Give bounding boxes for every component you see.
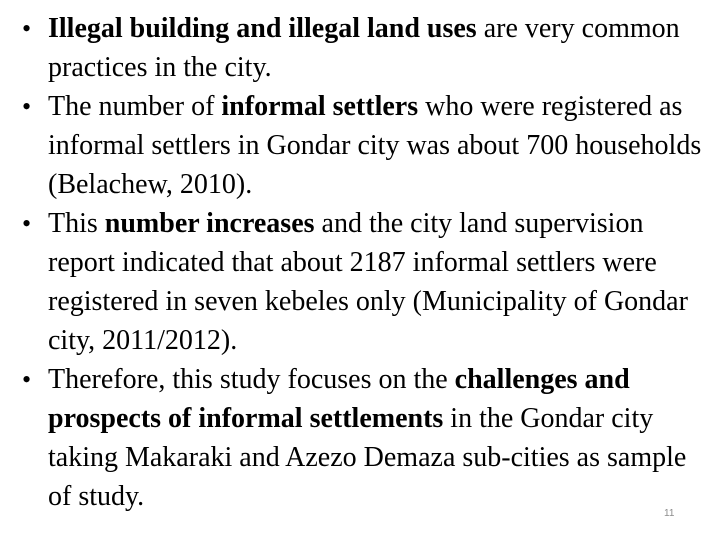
bullet-item-3 <box>22 204 712 360</box>
bullet-3-text-end: and the city land supervision report indicated that about 2187 informal settlers were registered in seven kebeles only (Municipality of Gondar city, 2011/2012). <box>48 208 688 356</box>
bullet-2-text-start: The number of <box>48 91 222 122</box>
bullet-item-2 <box>22 87 712 204</box>
bullet-2-bold: informal settlers <box>221 91 419 122</box>
bullet-dot-icon: • <box>22 209 32 238</box>
bullet-1-text: are very common practices in the city. <box>48 13 680 83</box>
bullet-dot-icon: • <box>22 14 32 43</box>
page-number: 11 <box>664 508 675 519</box>
bullet-3-text-start: This <box>48 208 105 239</box>
bullet-2-text-end: who were registered as informal settlers in Gondar city was about 700 households (Belachew, 2010). <box>48 91 702 200</box>
bullet-item-4 <box>22 360 712 516</box>
bullet-dot-icon: • <box>22 365 32 394</box>
bullet-list <box>22 9 712 516</box>
bullet-3-bold: number increases <box>104 208 315 239</box>
bullet-1-bold: Illegal building and illegal land uses <box>48 13 477 44</box>
bullet-4-text-start: Therefore, this study focuses on the <box>48 364 455 395</box>
bullet-dot-icon: • <box>22 92 32 121</box>
bullet-4-bold: challenges and prospects of informal settlements <box>48 364 630 434</box>
bullet-4-text-end: in the Gondar city taking Makaraki and Azezo Demaza sub-cities as sample of study. <box>48 403 687 512</box>
bullet-item-1 <box>22 9 712 87</box>
